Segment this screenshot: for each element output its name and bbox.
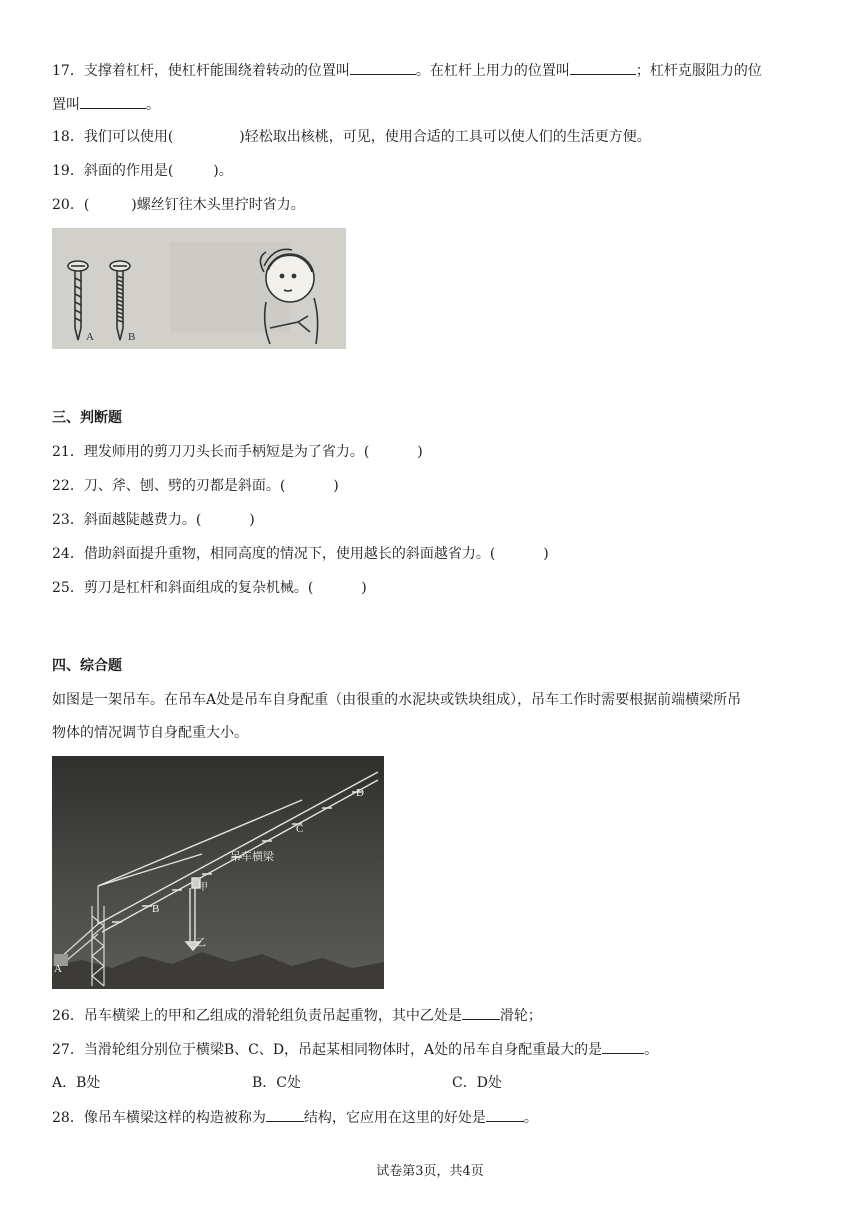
crane-beam-caption: 吊车横梁 xyxy=(230,850,274,863)
q17-text-4: 置叫 xyxy=(52,97,80,113)
q20-text-2: )螺丝钉往木头里拧时省力。 xyxy=(131,197,305,213)
section-4-intro-line1: 如图是一架吊车。在吊车A处是吊车自身配重（由很重的水泥块或铁块组成），吊车工作时需要根据前端横梁所吊 xyxy=(52,692,742,708)
q22-close: ) xyxy=(333,478,339,494)
screw-a-label: A xyxy=(86,331,94,343)
q18-text-1: 18．我们可以使用( xyxy=(52,129,174,145)
question-23 xyxy=(52,510,255,530)
screw-b-label: B xyxy=(128,331,136,343)
crane-label-b: B xyxy=(152,903,160,915)
q25-close: ) xyxy=(361,580,367,596)
q27-options xyxy=(52,1073,612,1093)
q28-text-1: 28．像吊车横梁这样的构造被称为 xyxy=(52,1110,266,1126)
screw-figure xyxy=(52,228,346,349)
question-26 xyxy=(52,1005,542,1026)
q21-close: ) xyxy=(417,444,423,460)
q27-text: 27．当滑轮组分别位于横梁B、C、D，吊起某相同物体时，A处的吊车自身配重最大的是 xyxy=(52,1042,603,1058)
q27-option-c[interactable]: C．D处 xyxy=(452,1075,502,1091)
question-25 xyxy=(52,578,367,598)
q27-blank[interactable] xyxy=(602,1039,644,1054)
question-18 xyxy=(52,127,651,147)
q21-text: 21．理发师用的剪刀刀头长而手柄短是为了省力。( xyxy=(52,444,370,460)
question-17-line1 xyxy=(52,60,762,81)
q17-blank-load[interactable] xyxy=(80,94,146,109)
q27-option-a[interactable]: A．B处 xyxy=(52,1075,101,1091)
question-28 xyxy=(52,1107,538,1128)
crane-label-c: C xyxy=(296,823,304,835)
crane-illustration xyxy=(52,756,384,989)
q27-option-b[interactable]: B．C处 xyxy=(252,1075,301,1091)
q20-text-1: 20．( xyxy=(52,197,90,213)
question-24 xyxy=(52,544,549,564)
q22-text: 22．刀、斧、刨、劈的刃都是斜面。( xyxy=(52,478,286,494)
q24-text: 24．借助斜面提升重物，相同高度的情况下，使用越长的斜面越省力。( xyxy=(52,546,496,562)
q17-text-3: ；杠杆克服阻力的位 xyxy=(635,63,762,79)
q28-blank-structure[interactable] xyxy=(266,1107,304,1122)
q25-text: 25．剪刀是杠杆和斜面组成的复杂机械。( xyxy=(52,580,314,596)
screw-illustration xyxy=(52,228,346,349)
crane-label-jia: 甲 xyxy=(198,882,208,893)
q23-close: ) xyxy=(249,512,255,528)
crane-label-d: D xyxy=(356,787,364,799)
page-footer: 试卷第3页，共4页 xyxy=(376,1164,484,1179)
question-22 xyxy=(52,476,339,496)
question-19 xyxy=(52,161,233,181)
q26-text-1: 26．吊车横梁上的甲和乙组成的滑轮组负责吊起重物，其中乙处是 xyxy=(52,1008,462,1024)
q17-text-1: 17．支撑着杠杆，使杠杆能围绕着转动的位置叫 xyxy=(52,63,350,79)
q18-text-2: )轻松取出核桃，可见，使用合适的工具可以使人们的生活更方便。 xyxy=(239,129,651,145)
q19-text-2: )。 xyxy=(213,163,233,179)
q17-text-5: 。 xyxy=(146,97,160,113)
q19-text-1: 19．斜面的作用是( xyxy=(52,163,174,179)
crane-label-yi: 乙 xyxy=(196,938,206,949)
q28-text-2: 结构，它应用在这里的好处是 xyxy=(303,1110,486,1126)
q28-blank-benefit[interactable] xyxy=(486,1107,524,1122)
question-27 xyxy=(52,1039,658,1060)
question-17-line2 xyxy=(52,94,160,115)
q27-end: 。 xyxy=(644,1042,659,1058)
q23-text: 23．斜面越陡越费力。( xyxy=(52,512,202,528)
section-3-title: 三、判断题 xyxy=(52,410,122,426)
question-20 xyxy=(52,195,305,215)
q17-text-2: 。在杠杆上用力的位置叫 xyxy=(415,63,570,79)
section-4-intro-line2: 物体的情况调节自身配重大小。 xyxy=(52,725,248,741)
q28-text-3: 。 xyxy=(523,1110,538,1126)
crane-figure xyxy=(52,756,384,989)
section-4-title: 四、综合题 xyxy=(52,658,122,674)
question-21 xyxy=(52,442,423,462)
q26-text-2: 滑轮； xyxy=(499,1008,542,1024)
q17-blank-fulcrum[interactable] xyxy=(350,60,416,75)
crane-label-a: A xyxy=(54,963,62,975)
q24-close: ) xyxy=(543,546,549,562)
q17-blank-effort[interactable] xyxy=(570,60,636,75)
q26-blank[interactable] xyxy=(462,1005,500,1020)
